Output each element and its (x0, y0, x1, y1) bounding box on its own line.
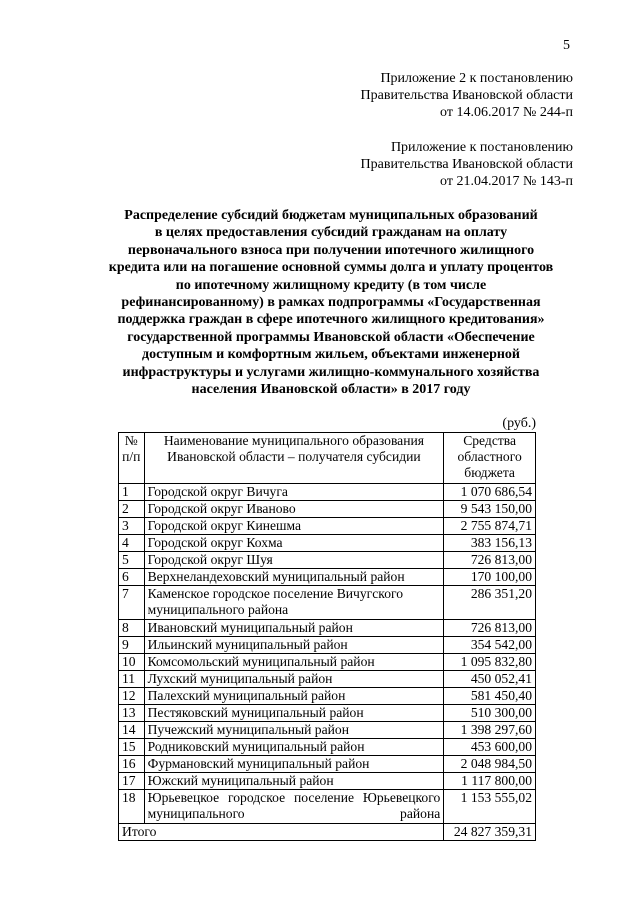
row-amount: 1 095 832,80 (444, 654, 536, 671)
row-amount: 170 100,00 (444, 569, 536, 586)
table-row (119, 654, 536, 671)
appendix-line: Правительства Ивановской области (360, 157, 573, 172)
appendix-line: Приложение к постановлению (390, 140, 573, 155)
row-amount: 453 600,00 (444, 739, 536, 756)
row-num: 9 (119, 637, 145, 654)
row-amount: 354 542,00 (444, 637, 536, 654)
row-name: Городской округ Шуя (144, 552, 444, 569)
row-num: 4 (119, 535, 145, 552)
document-title (82, 207, 580, 398)
currency-unit: (руб.) (502, 416, 536, 431)
header-name: Наименование муниципального образования Ивановской области – получателя субсидии (144, 433, 444, 484)
row-num: 5 (119, 552, 145, 569)
row-num: 7 (119, 586, 145, 620)
row-name: Ивановский муниципальный район (144, 620, 444, 637)
table-row (119, 688, 536, 705)
table-header-row (119, 433, 536, 484)
title-line: поддержка граждан в сфере ипотечного жилищного кредитования» (117, 312, 545, 328)
table-row (119, 501, 536, 518)
table-row (119, 722, 536, 739)
title-line: населения Ивановской области» в 2017 году (191, 382, 471, 398)
row-num: 13 (119, 705, 145, 722)
total-label: Итого (119, 824, 444, 841)
row-amount: 2 755 874,71 (444, 518, 536, 535)
appendix-line: Правительства Ивановской области (360, 88, 573, 103)
row-name: Южский муниципальный район (144, 773, 444, 790)
title-line: доступным и комфортным жильем, объектами инженерной (142, 347, 520, 363)
row-amount: 1 398 297,60 (444, 722, 536, 739)
title-line: первоначального взноса при получении ипотечного жилищного (127, 242, 535, 258)
appendix-previous (361, 139, 573, 190)
table-row (119, 518, 536, 535)
row-name: Палехский муниципальный район (144, 688, 444, 705)
header-num: № п/п (119, 433, 145, 484)
total-amount: 24 827 359,31 (444, 824, 536, 841)
table-row (119, 620, 536, 637)
row-name: Городской округ Кинешма (144, 518, 444, 535)
row-name: Городской округ Кохма (144, 535, 444, 552)
row-amount: 1 153 555,02 (444, 790, 536, 824)
row-name: Лухский муниципальный район (144, 671, 444, 688)
appendix-line: Приложение 2 к постановлению (380, 71, 573, 86)
row-amount: 726 813,00 (444, 620, 536, 637)
header-amount: Средства областного бюджета (444, 433, 536, 484)
row-amount: 9 543 150,00 (444, 501, 536, 518)
row-name: Пучежский муниципальный район (144, 722, 444, 739)
table-row (119, 535, 536, 552)
row-amount: 2 048 984,50 (444, 756, 536, 773)
row-amount: 450 052,41 (444, 671, 536, 688)
table-row (119, 671, 536, 688)
row-name: Пестяковский муниципальный район (144, 705, 444, 722)
row-num: 16 (119, 756, 145, 773)
row-num: 14 (119, 722, 145, 739)
table-row (119, 739, 536, 756)
appendix-line: от 14.06.2017 № 244-п (440, 105, 573, 120)
subsidy-table (118, 432, 536, 841)
title-line: кредита или на погашение основной суммы долга и уплату процентов (108, 260, 554, 276)
row-name: Фурмановский муниципальный район (144, 756, 444, 773)
row-num: 10 (119, 654, 145, 671)
row-num: 15 (119, 739, 145, 756)
table-row (119, 586, 536, 620)
row-name: Верхнеландеховский муниципальный район (144, 569, 444, 586)
row-num: 12 (119, 688, 145, 705)
row-amount: 383 156,13 (444, 535, 536, 552)
row-num: 11 (119, 671, 145, 688)
row-amount: 510 300,00 (444, 705, 536, 722)
row-amount: 726 813,00 (444, 552, 536, 569)
title-line: Распределение субсидий бюджетам муниципальных образований (124, 208, 538, 223)
row-name: Ильинский муниципальный район (144, 637, 444, 654)
row-name: Каменское городское поселение Вичугского муниципального района (144, 586, 444, 620)
row-num: 1 (119, 484, 145, 501)
table-row (119, 569, 536, 586)
row-amount: 1 117 800,00 (444, 773, 536, 790)
title-line: по ипотечному жилищному кредиту (в том числе (175, 277, 487, 293)
row-name: Юрьевецкое городское поселение Юрьевецкого муниципального района (144, 790, 444, 824)
table-row (119, 756, 536, 773)
page-number: 5 (563, 38, 570, 53)
table-row (119, 790, 536, 824)
table-row (119, 484, 536, 501)
table-row (119, 773, 536, 790)
row-name: Комсомольский муниципальный район (144, 654, 444, 671)
row-name: Городской округ Вичуга (144, 484, 444, 501)
title-line: государственной программы Ивановской области «Обеспечение (127, 329, 535, 345)
table-row (119, 705, 536, 722)
row-amount: 286 351,20 (444, 586, 536, 620)
title-line: инфраструктуры и услугами жилищно-коммунального хозяйства (122, 364, 540, 380)
title-line: рефинансированному) в рамках подпрограммы «Государственная (121, 295, 541, 311)
row-amount: 1 070 686,54 (444, 484, 536, 501)
row-num: 17 (119, 773, 145, 790)
row-name: Родниковский муниципальный район (144, 739, 444, 756)
row-num: 18 (119, 790, 145, 824)
row-amount: 581 450,40 (444, 688, 536, 705)
title-line: в целях предоставления субсидий гражданам на оплату (154, 225, 508, 241)
row-num: 6 (119, 569, 145, 586)
row-name: Городской округ Иваново (144, 501, 444, 518)
row-num: 2 (119, 501, 145, 518)
total-row (119, 824, 536, 841)
appendix-current (361, 70, 573, 121)
row-num: 8 (119, 620, 145, 637)
appendix-line: от 21.04.2017 № 143-п (440, 174, 573, 189)
table-row (119, 637, 536, 654)
table-row (119, 552, 536, 569)
row-num: 3 (119, 518, 145, 535)
